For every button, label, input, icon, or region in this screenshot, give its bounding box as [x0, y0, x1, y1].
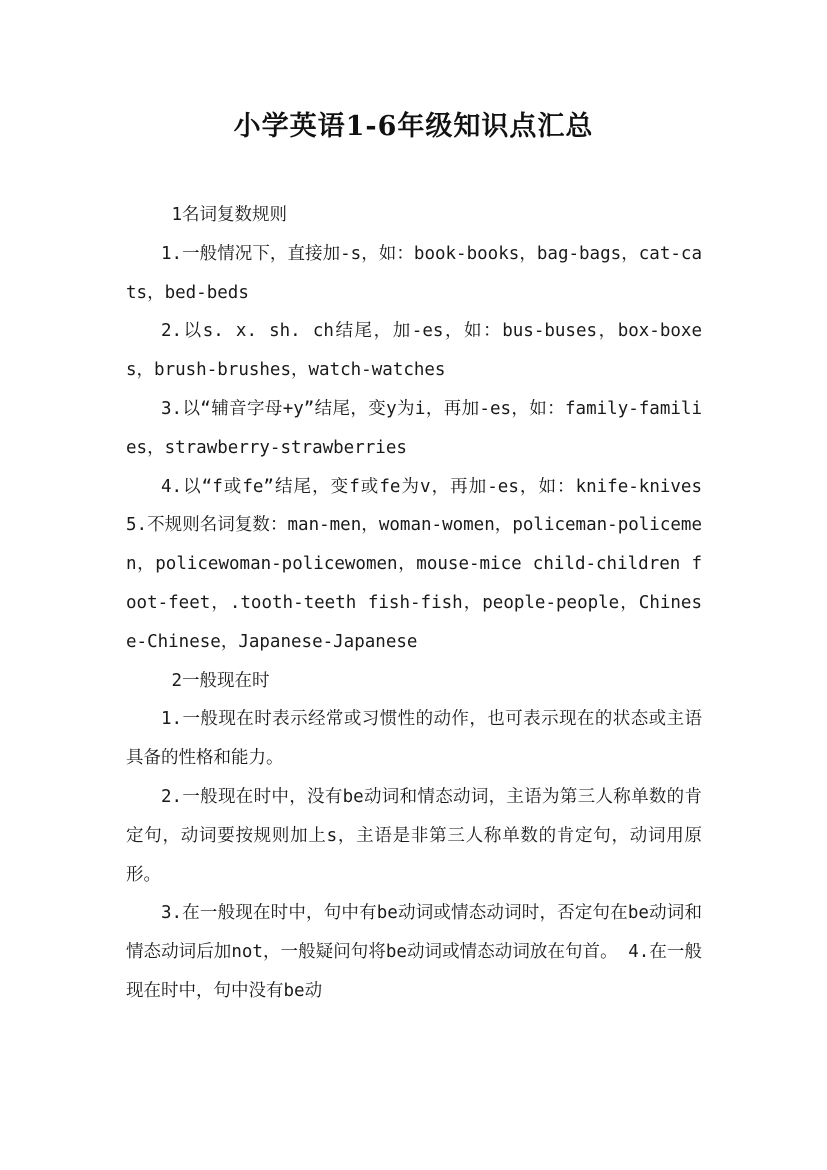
rule-paragraph-3: 3.以“辅音字母+y”结尾，变y为i，再加-es，如：family-families，strawberry-strawberries: [126, 398, 702, 458]
section-heading-simple-present: 2一般现在时: [171, 670, 270, 691]
rule-paragraph-1: 1.一般情况下，直接加-s，如：book-books，bag-bags，cat-cats，bed-beds: [126, 243, 702, 303]
document-title: 小学英语1-6年级知识点汇总: [233, 111, 594, 142]
simple-present-paragraph-2: 2.一般现在时中，没有be动词和情态动词，主语为第三人称单数的肯定句，动词要按规则加上s，主语是非第三人称单数的肯定句，动词用原形。: [126, 786, 702, 885]
document-body: [126, 196, 702, 1011]
simple-present-paragraph-1: 1.一般现在时表示经常或习惯性的动作，也可表示现在的状态或主语具备的性格和能力。: [126, 709, 702, 769]
section-heading-noun-plurals: 1名词复数规则: [171, 205, 288, 225]
rule-paragraph-2: 2.以s. x. sh. ch结尾，加-es，如：bus-buses，box-boxes，brush-brushes，watch-watches: [126, 321, 702, 381]
rule-paragraph-4: 4.以“f或fe”结尾，变f或fe为v，再加-es，如：knife-knives 5.不规则名词复数：man-men，woman-women，policeman-policemen，policewoman-policewomen，mouse-mice child-children foot-feet，.tooth-teeth fish-fish，people-people，Chinese-Chinese，Japanese-Japanese: [126, 476, 702, 652]
simple-present-paragraph-3: 3.在一般现在时中，句中有be动词或情态动词时，否定句在be动词和情态动词后加not，一般疑问句将be动词或情态动词放在句首。 4.在一般现在时中，句中没有be动: [126, 903, 702, 1001]
